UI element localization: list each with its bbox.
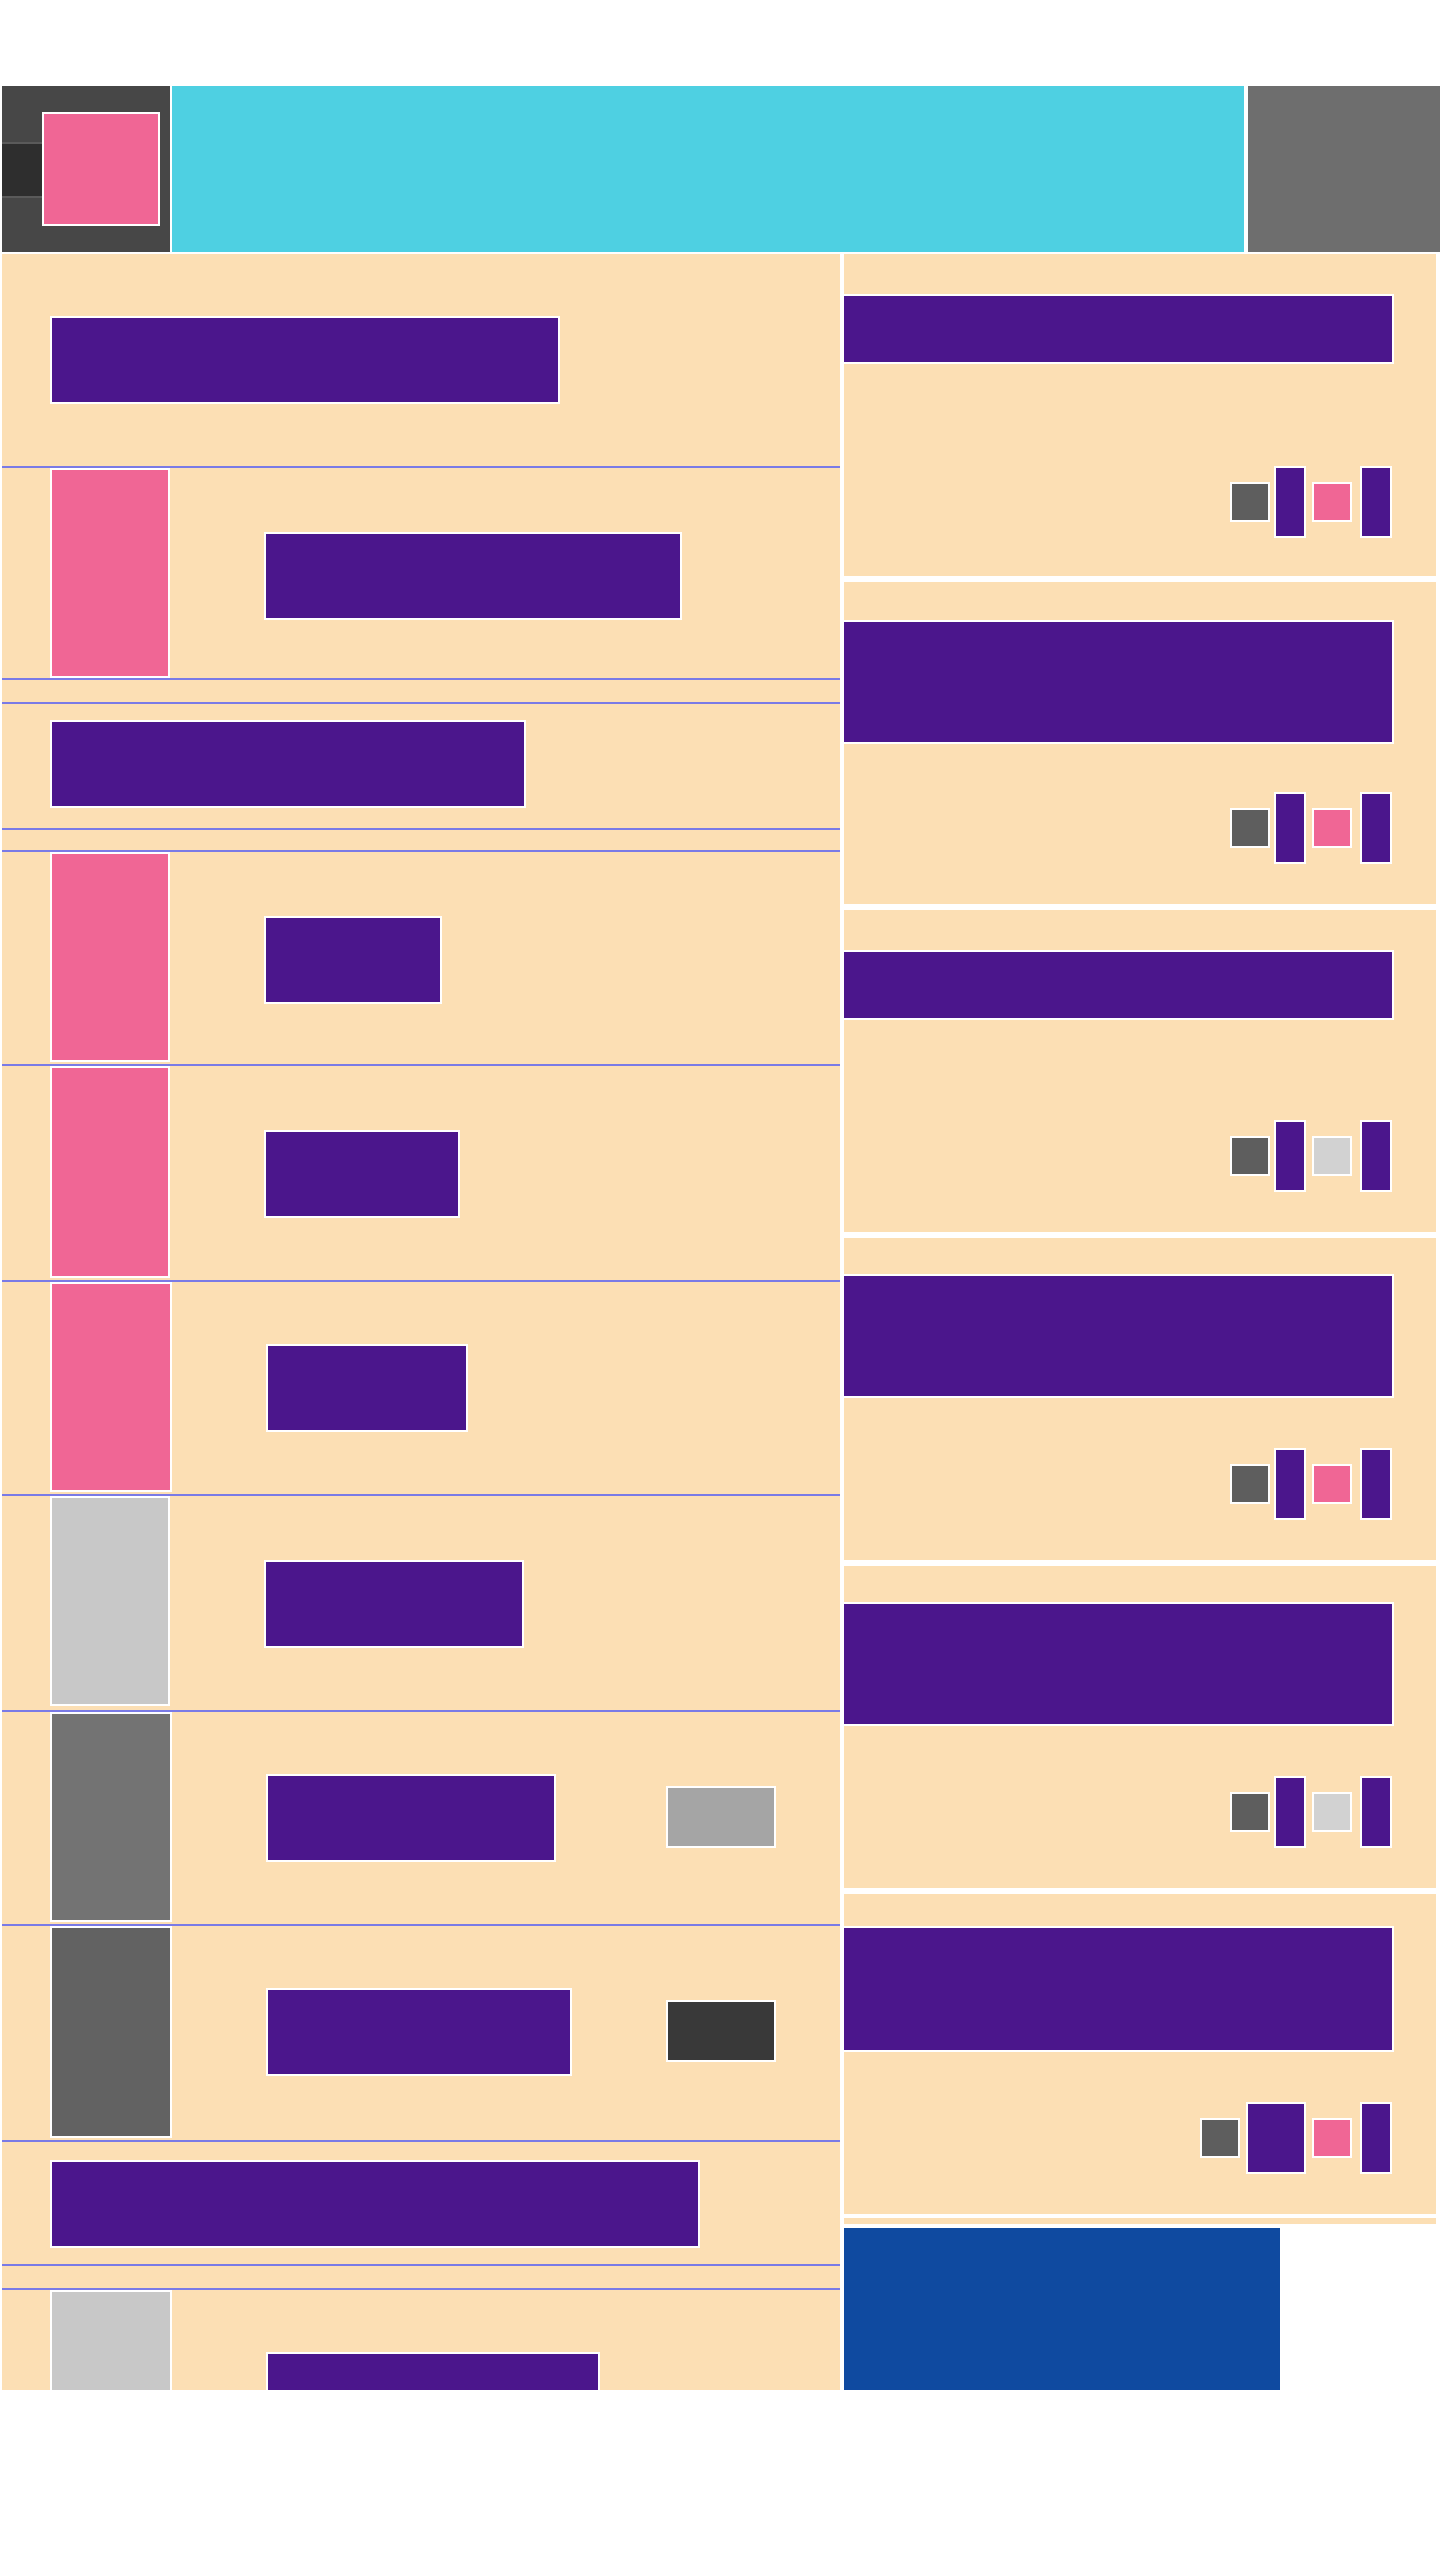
promo-banner[interactable] [844, 2228, 1280, 2390]
app-header [0, 86, 1440, 252]
article-thumbnail[interactable] [50, 1066, 170, 1278]
article-thumbnail[interactable] [50, 852, 170, 1062]
article-thumbnail[interactable] [50, 1496, 170, 1706]
card-title [844, 294, 1394, 364]
toggle-right[interactable] [1360, 1120, 1392, 1192]
list-item[interactable] [2, 1712, 840, 1922]
article-title [266, 1344, 468, 1432]
toggle-left[interactable] [1274, 1120, 1306, 1192]
menu-icon[interactable] [1230, 482, 1270, 522]
article-title [264, 1130, 460, 1218]
list-item[interactable] [2, 1926, 840, 2138]
toggle-indicator-icon[interactable] [1312, 808, 1352, 848]
sidebar-card[interactable] [844, 254, 1436, 576]
headline-text [50, 316, 560, 404]
divider [2, 2264, 840, 2266]
card-controls [1230, 1448, 1396, 1520]
article-thumbnail[interactable] [50, 1282, 172, 1492]
toggle-indicator-icon[interactable] [1312, 482, 1352, 522]
card-title [844, 1926, 1394, 2052]
card-title [844, 1602, 1394, 1726]
article-title [266, 2352, 600, 2390]
card-title [844, 620, 1394, 744]
article-title [264, 1560, 524, 1648]
card-controls [1230, 1776, 1396, 1848]
card-stub [844, 2218, 1436, 2224]
list-item[interactable] [2, 1066, 840, 1278]
back-arrow-icon[interactable] [2, 142, 42, 198]
toggle-right[interactable] [1360, 1776, 1392, 1848]
toggle-indicator-icon[interactable] [1312, 1136, 1352, 1176]
toggle-indicator-icon[interactable] [1312, 2118, 1352, 2158]
feed-headline[interactable] [2, 2142, 840, 2264]
header-logo-area[interactable] [2, 86, 170, 252]
toggle-indicator-icon[interactable] [1312, 1792, 1352, 1832]
sidebar-card[interactable] [844, 1566, 1436, 1888]
article-title [264, 916, 442, 1004]
card-controls [1230, 1120, 1396, 1192]
sidebar-card[interactable] [844, 1894, 1436, 2214]
article-thumbnail[interactable] [50, 1926, 172, 2138]
divider [2, 828, 840, 830]
feed-headline[interactable] [2, 254, 840, 466]
toggle-left[interactable] [1274, 466, 1306, 538]
headline-text [50, 720, 526, 808]
article-title [264, 532, 682, 620]
card-title [844, 1274, 1394, 1398]
feed-headline[interactable] [2, 704, 840, 824]
toggle-left[interactable] [1274, 1776, 1306, 1848]
toggle-left[interactable] [1274, 792, 1306, 864]
menu-icon[interactable] [1200, 2118, 1240, 2158]
headline-text [50, 2160, 700, 2248]
divider [2, 678, 840, 680]
menu-icon[interactable] [1230, 1792, 1270, 1832]
card-controls [1230, 466, 1396, 538]
toggle-left[interactable] [1274, 1448, 1306, 1520]
sidebar-card[interactable] [844, 910, 1436, 1232]
sidebar-card[interactable] [844, 1238, 1436, 1560]
card-title [844, 950, 1394, 1020]
toggle-right[interactable] [1360, 792, 1392, 864]
toggle-right[interactable] [1360, 1448, 1392, 1520]
sidebar [844, 254, 1438, 2390]
list-item[interactable] [2, 468, 840, 678]
app-logo-icon[interactable] [42, 112, 160, 226]
item-action-button[interactable] [666, 2000, 776, 2062]
toggle-right[interactable] [1360, 466, 1392, 538]
article-thumbnail[interactable] [50, 1712, 172, 1922]
list-item[interactable] [2, 2290, 840, 2390]
toggle-left[interactable] [1246, 2102, 1306, 2174]
toggle-right[interactable] [1360, 2102, 1392, 2174]
article-title [266, 1988, 572, 2076]
item-action-button[interactable] [666, 1786, 776, 1848]
list-item[interactable] [2, 852, 840, 1062]
card-controls [1230, 792, 1396, 864]
news-feed [2, 254, 840, 2390]
menu-icon[interactable] [1230, 808, 1270, 848]
menu-icon[interactable] [1230, 1136, 1270, 1176]
list-item[interactable] [2, 1496, 840, 1706]
list-item[interactable] [2, 1282, 840, 1492]
article-thumbnail[interactable] [50, 468, 170, 678]
article-title [266, 1774, 556, 1862]
header-title-area [172, 86, 1244, 252]
article-thumbnail[interactable] [50, 2290, 172, 2390]
sidebar-card[interactable] [844, 582, 1436, 904]
header-menu-button[interactable] [1248, 86, 1440, 252]
menu-icon[interactable] [1230, 1464, 1270, 1504]
toggle-indicator-icon[interactable] [1312, 1464, 1352, 1504]
card-controls [1200, 2102, 1396, 2174]
